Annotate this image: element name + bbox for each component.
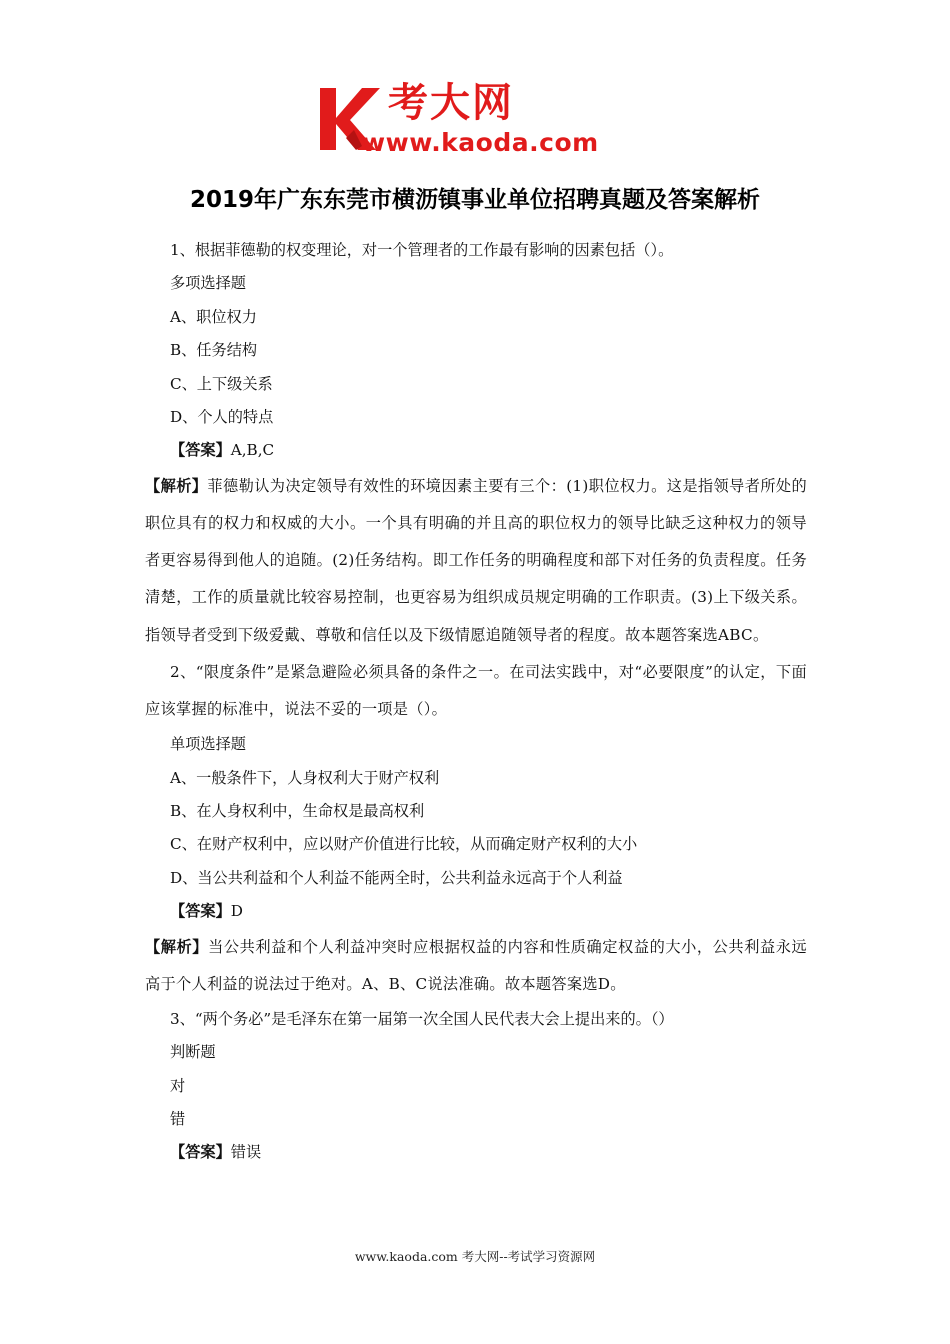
question-1-option-c: C、上下级关系 xyxy=(170,374,273,393)
answer-value: 错误 xyxy=(230,1143,262,1162)
question-1-stem: 1、根据菲德勒的权变理论，对一个管理者的工作最有影响的因素包括（）。 xyxy=(170,241,674,259)
page-footer: www.kaoda.com 考大网--考试学习资源网 xyxy=(354,1249,596,1264)
question-2-answer xyxy=(145,895,807,928)
question-1-option-d: D、个人的特点 xyxy=(170,407,274,426)
logo-brand-text: 考大网 xyxy=(388,80,514,126)
answer-label: 【答案】 xyxy=(170,902,231,921)
analysis-text: 菲德勒认为决定领导有效性的环境因素主要有三个：(1)职位权力。这是指领导者所处的职位具有的权力和权威的大小。一个具有明确的并且高的职位权力的领导比缺乏这种权力的领导者更容易得到他人的追随。(2)任务结构。即工作任务的明确程度和部下对任务的负责程度。任务清楚，工作的质量就比较容易控制，也更容易为组织成员规定明确的工作职责。(3)上下级关系。指领导者受到下级爱戴、尊敬和信任以及下级情愿追随领导者的程度。故本题答案选ABC。 xyxy=(145,476,808,644)
question-2-option-d: D、当公共利益和个人利益不能两全时，公共利益永远高于个人利益 xyxy=(170,868,623,887)
question-1-analysis xyxy=(145,468,807,654)
question-3-option-false: 错 xyxy=(170,1110,186,1129)
question-1-option-b: B、任务结构 xyxy=(170,341,258,360)
logo-url-text: www.kaoda.com xyxy=(362,128,599,157)
analysis-text: 当公共利益和个人利益冲突时应根据权益的内容和性质确定权益的大小，公共利益永远高于个人利益的说法过于绝对。A、B、C说法准确。故本题答案选D。 xyxy=(145,937,807,993)
page-title: 2019年广东东莞市横沥镇事业单位招聘真题及答案解析 xyxy=(189,187,760,213)
question-3-answer xyxy=(145,1136,807,1169)
answer-value: D xyxy=(230,902,243,921)
answer-value: A,B,C xyxy=(230,441,275,460)
question-3-option-true: 对 xyxy=(170,1076,186,1095)
question-1-option-a: A、职位权力 xyxy=(170,307,257,326)
question-1-type: 多项选择题 xyxy=(170,274,246,293)
question-1-answer xyxy=(145,434,807,467)
question-2-type: 单项选择题 xyxy=(170,735,246,754)
kaoda-logo xyxy=(318,80,638,160)
answer-label: 【答案】 xyxy=(170,441,231,460)
document-body xyxy=(145,234,807,1170)
question-2-option-b: B、在人身权利中，生命权是最高权利 xyxy=(170,801,425,820)
analysis-label: 【解析】 xyxy=(145,476,208,495)
question-3-stem: 3、“两个务必”是毛泽东在第一届第一次全国人民代表大会上提出来的。（） xyxy=(170,1009,674,1028)
question-2-option-a: A、一般条件下，人身权利大于财产权利 xyxy=(170,768,440,787)
answer-label: 【答案】 xyxy=(170,1143,231,1162)
question-2-stem: 2、“限度条件”是紧急避险必须具备的条件之一。在司法实践中，对“必要限度”的认定，下面应该掌握的标准中，说法不妥的一项是（）。 xyxy=(145,662,807,718)
question-2-analysis xyxy=(145,929,807,1003)
question-2-option-c: C、在财产权利中，应以财产价值进行比较，从而确定财产权利的大小 xyxy=(170,835,638,854)
question-3-type: 判断题 xyxy=(170,1043,216,1062)
analysis-label: 【解析】 xyxy=(145,937,209,956)
